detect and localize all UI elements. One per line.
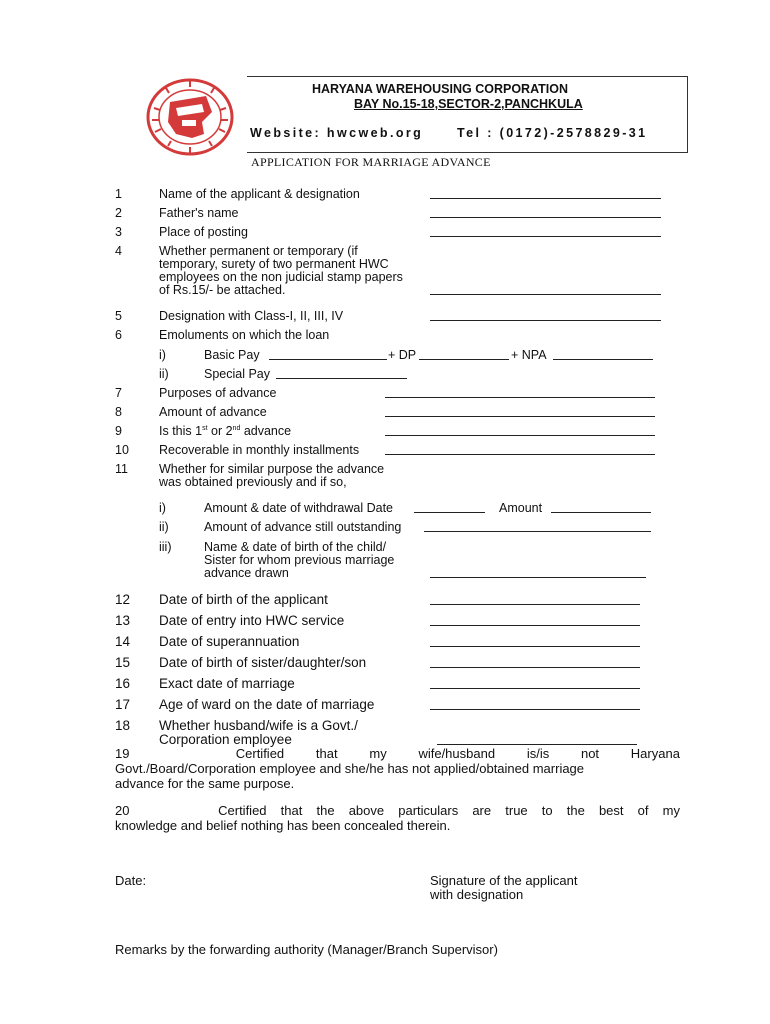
item-number: 17 xyxy=(115,697,131,712)
item-label-line: Whether permanent or temporary (if xyxy=(159,244,358,258)
item-number: 3 xyxy=(115,225,122,239)
answer-line[interactable] xyxy=(430,604,640,605)
sub-label-line: Sister for whom previous marriage xyxy=(204,553,395,567)
designation-label: with designation xyxy=(430,887,524,902)
signature-label: Signature of the applicant xyxy=(430,873,578,888)
item-label: Date of birth of the applicant xyxy=(159,592,328,607)
answer-line[interactable] xyxy=(430,217,661,218)
item-label: Purposes of advance xyxy=(159,386,277,400)
answer-line[interactable] xyxy=(430,625,640,626)
basic-pay-label: Basic Pay xyxy=(204,348,260,362)
org-address: BAY No.15-18,SECTOR-2,PANCHKULA xyxy=(354,97,583,111)
org-name: HARYANA WAREHOUSING CORPORATION xyxy=(312,82,569,96)
basic-pay-line[interactable] xyxy=(269,359,387,360)
sub-roman: ii) xyxy=(159,367,169,381)
outstanding-label: Amount of advance still outstanding xyxy=(204,520,402,534)
item-label: Designation with Class-I, II, III, IV xyxy=(159,309,344,323)
item-number: 8 xyxy=(115,405,122,419)
answer-line[interactable] xyxy=(430,236,661,237)
item-label: Date of superannuation xyxy=(159,634,300,649)
item-number: 15 xyxy=(115,655,131,670)
answer-line[interactable] xyxy=(430,646,640,647)
answer-line[interactable] xyxy=(437,744,637,745)
item-label-line: Whether for similar purpose the advance xyxy=(159,462,385,476)
item-label-line: employees on the non judicial stamp papers xyxy=(159,270,403,284)
answer-line[interactable] xyxy=(430,320,661,321)
item-label: Is this 1st or 2nd advance xyxy=(159,424,292,438)
item-label-line: Corporation employee xyxy=(159,732,292,747)
item-number: 9 xyxy=(115,424,122,438)
item-label: Father's name xyxy=(159,206,239,220)
answer-line[interactable] xyxy=(430,198,661,199)
item-number: 1 xyxy=(115,187,122,201)
item-number: 11 xyxy=(115,462,128,476)
telephone-text: Tel : (0172)-2578829-31 xyxy=(457,126,648,140)
sub-label-line: advance drawn xyxy=(204,566,289,580)
item-label: Exact date of marriage xyxy=(159,676,295,691)
sub-label-line: Name & date of birth of the child/ xyxy=(204,540,387,554)
amount-line[interactable] xyxy=(551,512,651,513)
sub-roman: i) xyxy=(159,501,166,515)
item-19-line1: 19 Certified that my wife/husband is/is not Haryana xyxy=(115,746,680,761)
item-label: Recoverable in monthly installments xyxy=(159,443,360,457)
item-20-line2: knowledge and belief nothing has been concealed therein. xyxy=(115,818,451,833)
item-label-line: of Rs.15/- be attached. xyxy=(159,283,286,297)
answer-line[interactable] xyxy=(385,416,655,417)
item-number: 4 xyxy=(115,244,122,258)
item-number: 10 xyxy=(115,443,129,457)
npa-line[interactable] xyxy=(553,359,653,360)
form-title: APPLICATION FOR MARRIAGE ADVANCE xyxy=(251,155,491,169)
item-number: 12 xyxy=(115,592,131,607)
item-label: Name of the applicant & designation xyxy=(159,187,360,201)
dp-label: + DP xyxy=(388,348,417,362)
website-text: Website: hwcweb.org xyxy=(250,126,424,140)
answer-line[interactable] xyxy=(385,435,655,436)
npa-label: + NPA xyxy=(511,348,547,362)
item-number: 7 xyxy=(115,386,122,400)
item-20-line1: 20 Certified that the above particulars are true to the best of my xyxy=(115,803,680,818)
item-number: 6 xyxy=(115,328,122,342)
item-label: Age of ward on the date of marriage xyxy=(159,697,375,712)
item-number: 18 xyxy=(115,718,131,733)
item-number: 5 xyxy=(115,309,122,323)
item-19-line3: advance for the same purpose. xyxy=(115,776,295,791)
amount-label: Amount xyxy=(499,501,543,515)
answer-line[interactable] xyxy=(430,577,646,578)
sub-roman: i) xyxy=(159,348,166,362)
answer-line[interactable] xyxy=(430,688,640,689)
item-number: 19 xyxy=(115,746,130,761)
special-pay-label: Special Pay xyxy=(204,367,271,381)
special-pay-line[interactable] xyxy=(276,378,407,379)
item-label: Emoluments on which the loan xyxy=(159,328,330,342)
sub-roman: iii) xyxy=(159,540,172,554)
withdrawal-date-line[interactable] xyxy=(414,512,485,513)
item-label: Date of birth of sister/daughter/son xyxy=(159,655,367,670)
item-label-line: was obtained previously and if so, xyxy=(159,475,347,489)
remarks-label: Remarks by the forwarding authority (Manager/Branch Supervisor) xyxy=(115,942,498,957)
withdrawal-date-label: Amount & date of withdrawal Date xyxy=(204,501,393,515)
item-label: Date of entry into HWC service xyxy=(159,613,345,628)
answer-line[interactable] xyxy=(385,397,655,398)
answer-line[interactable] xyxy=(385,454,655,455)
item-number: 20 xyxy=(115,803,130,818)
item-number: 2 xyxy=(115,206,122,220)
item-number: 13 xyxy=(115,613,131,628)
item-label-line: temporary, surety of two permanent HWC xyxy=(159,257,389,271)
item-19-line2: Govt./Board/Corporation employee and she/he has not applied/obtained marriage xyxy=(115,761,585,776)
answer-line[interactable] xyxy=(430,667,640,668)
hwc-logo xyxy=(146,78,234,156)
dp-line[interactable] xyxy=(419,359,509,360)
answer-line[interactable] xyxy=(430,294,661,295)
item-number: 16 xyxy=(115,676,131,691)
sub-roman: ii) xyxy=(159,520,169,534)
item-number: 14 xyxy=(115,634,131,649)
outstanding-line[interactable] xyxy=(424,531,651,532)
answer-line[interactable] xyxy=(430,709,640,710)
date-label: Date: xyxy=(115,873,147,888)
item-label-line: Whether husband/wife is a Govt./ xyxy=(159,718,358,733)
item-label: Place of posting xyxy=(159,225,248,239)
item-label: Amount of advance xyxy=(159,405,267,419)
